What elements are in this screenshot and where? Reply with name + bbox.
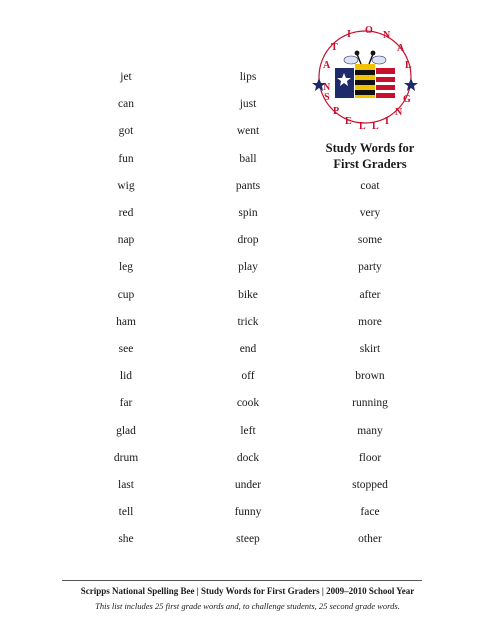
- spelling-word: face: [360, 506, 380, 519]
- ring-letter: N: [383, 30, 391, 41]
- spelling-word: pants: [235, 179, 261, 192]
- spelling-word: she: [118, 533, 134, 546]
- spelling-word: running: [352, 397, 388, 410]
- spelling-word: under: [234, 479, 262, 491]
- spelling-word: ball: [239, 152, 257, 165]
- ring-letter: N: [323, 82, 331, 93]
- spelling-word: see: [118, 343, 134, 355]
- spelling-word: some: [357, 234, 383, 247]
- spelling-word: wig: [117, 179, 135, 192]
- spelling-word: steep: [236, 533, 260, 546]
- spelling-word: cup: [117, 288, 135, 301]
- spelling-word: more: [358, 315, 382, 328]
- spelling-word: end: [239, 343, 257, 355]
- ring-letter: S: [324, 92, 330, 103]
- ring-letter: E: [345, 116, 352, 127]
- spelling-word: lid: [119, 370, 133, 383]
- spelling-word: last: [118, 479, 134, 491]
- spelling-word: left: [240, 424, 256, 437]
- spelling-word: lips: [239, 71, 257, 83]
- spelling-word: cook: [236, 397, 260, 410]
- ring-letter: N: [395, 107, 403, 118]
- spelling-word: red: [118, 207, 134, 219]
- ring-letter: A: [397, 43, 405, 54]
- spelling-word: tell: [118, 506, 134, 519]
- spelling-word: fun: [118, 152, 134, 165]
- spelling-word: floor: [358, 451, 382, 464]
- spelling-word: stopped: [352, 479, 388, 491]
- spelling-word: many: [357, 424, 383, 437]
- national-spelling-bee-logo: [305, 18, 425, 136]
- spelling-word: play: [238, 261, 258, 274]
- star-icon: [404, 78, 418, 91]
- ring-letter: I: [385, 116, 389, 127]
- spelling-word: ham: [116, 315, 136, 328]
- spelling-word: got: [118, 125, 134, 138]
- heading-line-2: First Graders: [333, 157, 407, 171]
- spelling-word: far: [119, 397, 133, 410]
- spelling-word: drop: [237, 234, 259, 247]
- ring-letter: T: [331, 42, 338, 53]
- spelling-word: other: [358, 533, 382, 546]
- ring-letter: P: [333, 106, 340, 117]
- heading-line-1: Study Words for: [325, 141, 415, 155]
- spelling-word: spin: [238, 207, 258, 219]
- spelling-word: off: [241, 370, 255, 383]
- footer-divider: [62, 580, 422, 581]
- spelling-word: coat: [360, 179, 380, 192]
- spelling-word: funny: [234, 506, 262, 519]
- spelling-word: jet: [120, 71, 132, 83]
- spelling-word: nap: [117, 234, 135, 247]
- ring-letter: L: [359, 121, 366, 132]
- spelling-word: dock: [236, 451, 260, 464]
- ring-letter: I: [347, 29, 351, 40]
- spelling-word: trick: [237, 315, 259, 328]
- spelling-word: leg: [118, 261, 134, 274]
- ring-letter: O: [365, 25, 373, 36]
- ring-letter: G: [403, 94, 411, 105]
- ring-letter: L: [405, 60, 412, 71]
- spelling-word: drum: [113, 451, 139, 464]
- bee-letters-icon: [335, 51, 395, 98]
- spelling-word: very: [359, 207, 381, 219]
- spelling-word: after: [359, 288, 381, 301]
- spelling-word: can: [118, 98, 134, 111]
- spelling-word: skirt: [359, 343, 381, 355]
- spelling-word: bike: [238, 288, 258, 301]
- ring-letter: L: [372, 121, 379, 132]
- spelling-word: glad: [116, 424, 136, 437]
- spelling-word: went: [236, 125, 260, 138]
- spelling-word: party: [358, 261, 382, 274]
- spelling-word: brown: [355, 370, 385, 383]
- spelling-word: just: [239, 98, 257, 111]
- footer-title: Scripps National Spelling Bee | Study Words for First Graders | 2009–2010 School Year: [80, 586, 415, 596]
- footer-note: This list includes 25 first grade words and, to challenge students, 25 second grade words.: [95, 601, 400, 611]
- page-heading: [300, 140, 440, 172]
- ring-letter: A: [323, 60, 331, 71]
